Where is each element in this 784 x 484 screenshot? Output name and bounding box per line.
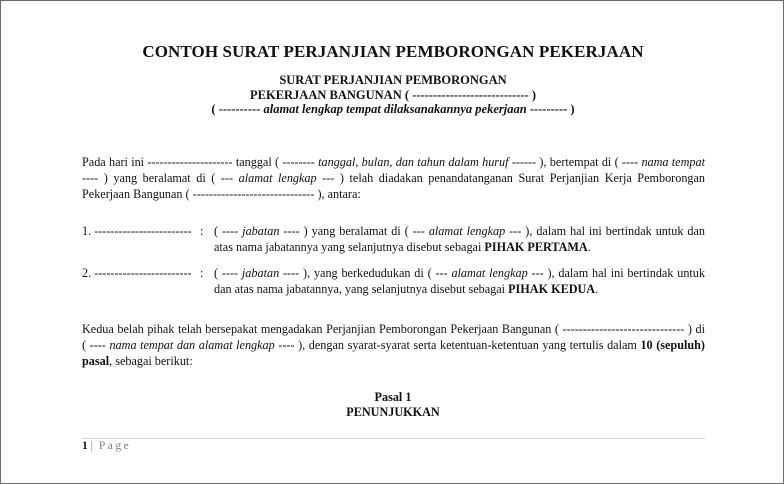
subtitle-building-work: PEKERJAAN BANGUNAN ( ---------------------------- ) bbox=[250, 88, 536, 102]
page-number: 1 bbox=[82, 440, 88, 452]
intro-paragraph: Pada hari ini --------------------- tanggal ( -------- tanggal, bulan, dan tahun dalam huruf ------ ), bertempat di ( ---- nama tempat ---- ) yang beralamat di ( --- alamat lengkap --- ) telah diadakan penandatanganan Surat Perjanjian Kerja Pemborongan Pekerjaan Bangunan ( ------------------------------ ), antara: bbox=[82, 155, 706, 201]
page-label: Page bbox=[98, 440, 132, 452]
page-footer bbox=[82, 440, 131, 452]
party-first-description: ( ---- jabatan ---- ) yang beralamat di ( --- alamat lengkap --- ), dalam hal ini bertindak untuk dan atas nama jabatannya yang selanjutnya disebut sebagai PIHAK PERTAMA. bbox=[214, 224, 706, 254]
document-title: CONTOH SURAT PERJANJIAN PEMBORONGAN PEKERJAAN bbox=[142, 42, 644, 61]
article-title: PENUNJUKKAN bbox=[346, 405, 440, 419]
subtitle-work-location: ( ---------- alamat lengkap tempat dilaksanakannya pekerjaan --------- ) bbox=[211, 102, 575, 116]
page-separator: | bbox=[87, 440, 96, 452]
article-number: Pasal 1 bbox=[374, 390, 412, 404]
agreement-paragraph: Kedua belah pihak telah bersepakat mengadakan Perjanjian Pemborongan Pekerjaan Bangunan ( ------------------------------ ) di ( ---- nama tempat dan alamat lengkap ---- ), dengan syarat-syarat serta ketentuan-ketentuan yang tertulis dalam 10 (sepuluh) pasal, sebagai berikut: bbox=[82, 322, 705, 368]
party-first-colon: : bbox=[200, 224, 204, 238]
party-second-name: 2. ------------------------ bbox=[82, 266, 192, 280]
subtitle-agreement: SURAT PERJANJIAN PEMBORONGAN bbox=[279, 73, 507, 87]
party-first-name: 1. ------------------------ bbox=[82, 224, 192, 238]
party-second-colon: : bbox=[200, 266, 204, 280]
party-second-description: ( ---- jabatan ---- ), yang berkedudukan di ( --- alamat lengkap --- ), dalam hal ini bertindak untuk dan atas nama jabatannya, yang selanjutnya disebut sebagai PIHAK KEDUA. bbox=[214, 266, 705, 296]
footer-divider bbox=[82, 438, 705, 439]
